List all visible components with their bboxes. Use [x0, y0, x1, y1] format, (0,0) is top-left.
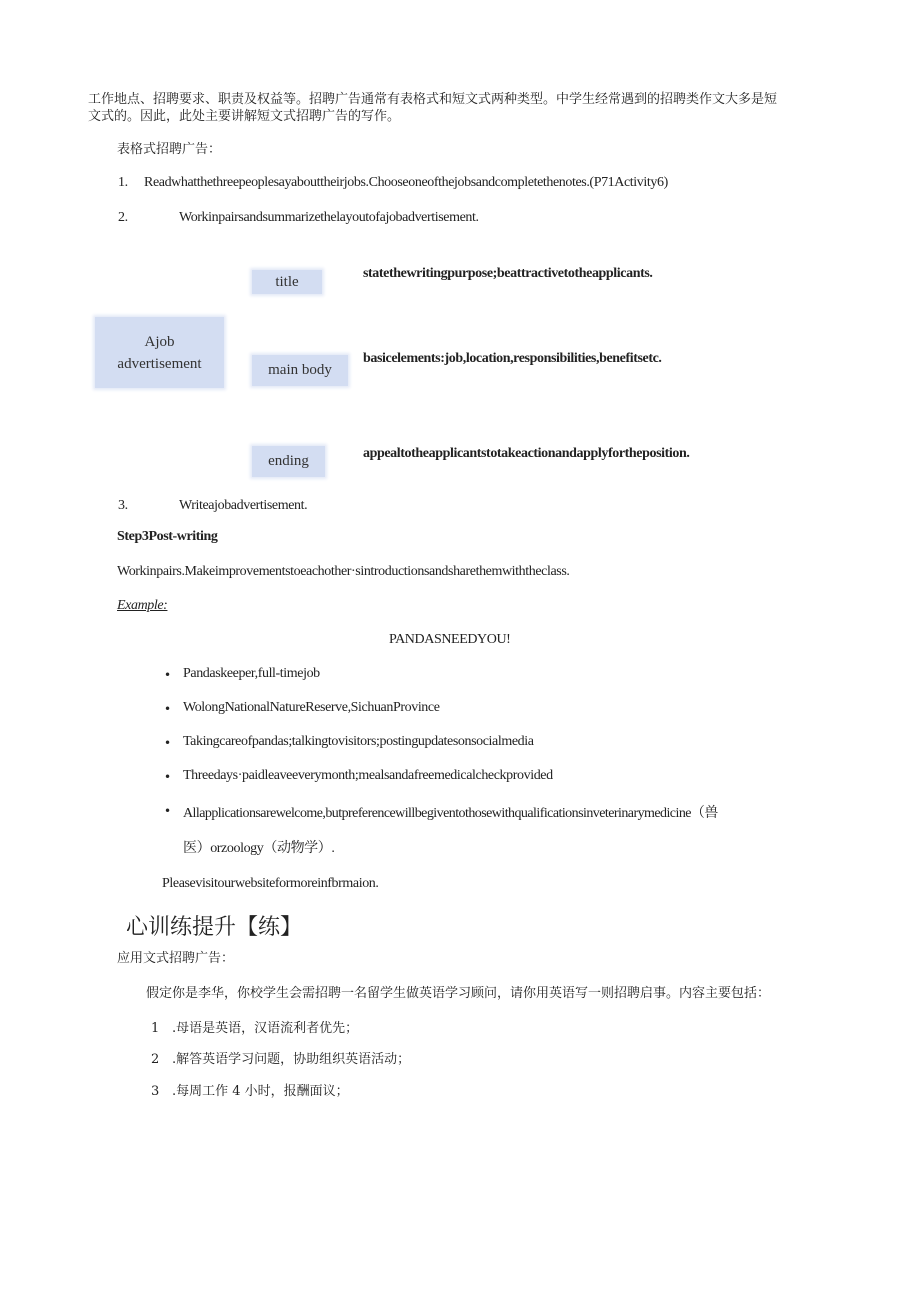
bullet-dot: •: [164, 770, 172, 784]
practice-prompt: 假定你是李华，你校学生会需招聘一名留学生做英语学习顾问，请你用英语写一则招聘启事。内容主要包括：: [146, 986, 771, 1001]
practice-label: 应用文式招聘广告：: [117, 951, 235, 966]
bullet-dot: •: [164, 736, 172, 750]
practice-item-3-number: 3: [151, 1084, 160, 1099]
practice-item-3-text: .每周工作 4 小时，报酬面议；: [172, 1084, 349, 1099]
example-bullet-5: Allapplicationsarewelcome,butpreferencewillbegiventothosewithqualificationsinveterinarymedicine（兽: [183, 806, 718, 821]
post-writing-heading: Step3Post-writing: [117, 529, 218, 544]
intro-line-1: 工作地点、招聘要求、职责及权益等。招聘广告通常有表格式和短文式两种类型。中学生经常遇到的招聘类作文大多是短: [88, 92, 778, 107]
diagram-body-description: basicelements:job,location,responsibilities,benefitsetc.: [363, 351, 662, 366]
example-bullet-5-continued: 医）orzoology（动物学）.: [183, 841, 335, 856]
diagram-title-label: title: [275, 273, 299, 290]
example-bullet-2: WolongNationalNatureReserve,SichuanProvince: [183, 700, 440, 715]
diagram-body-box: [252, 355, 348, 386]
diagram-title-description: statethewritingpurpose;beattractivetotheapplicants.: [363, 266, 653, 281]
diagram-ending-box: [252, 446, 325, 477]
step-1-text: Readwhatthethreepeoplesayabouttheirjobs.Chooseoneofthejobsandcompletethenotes.(P71Activity6): [144, 175, 668, 190]
intro-line-2: 文式的。因此，此处主要讲解短文式招聘广告的写作。: [88, 109, 401, 124]
table-style-label: 表格式招聘广告：: [117, 142, 222, 157]
step-3-number: 3.: [118, 498, 128, 513]
practice-item-2-text: .解答英语学习问题，协助组织英语活动；: [172, 1052, 411, 1067]
practice-item-1-number: 1: [151, 1021, 160, 1036]
step-1-number: 1.: [118, 175, 128, 190]
example-title: PANDASNEEDYOU!: [389, 632, 511, 647]
diagram-body-label: main body: [268, 362, 332, 378]
diagram-ending-description: appealtotheapplicantstotakeactionandapplyfortheposition.: [363, 446, 690, 461]
bullet-dot: •: [164, 702, 172, 716]
example-bullet-3: Takingcareofpandas;talkingtovisitors;postingupdatesonsocialmedia: [183, 734, 534, 749]
bullet-dot: •: [164, 804, 172, 818]
practice-heading: 心训练提升【练】: [126, 915, 303, 940]
diagram-root-label: Ajob advertisement: [117, 333, 202, 372]
example-bullet-1: Pandaskeeper,full-timejob: [183, 666, 320, 681]
step-2-number: 2.: [118, 210, 128, 225]
example-closing: Pleasevisitourwebsiteformoreinfbrmaion.: [162, 876, 379, 891]
post-writing-instruction: Workinpairs.Makeimprovementstoeachother·sintroductionsandsharethemwiththeclass.: [117, 564, 570, 579]
practice-item-2-number: 2: [151, 1052, 160, 1067]
diagram-ending-label: ending: [268, 453, 309, 469]
diagram-title-box: [252, 270, 322, 294]
example-bullet-4: Threedays·paidleaveeverymonth;mealsandafreemedicalcheckprovided: [183, 768, 553, 783]
bullet-dot: •: [164, 668, 172, 682]
practice-item-1-text: .母语是英语，汉语流利者优先；: [172, 1021, 359, 1036]
step-2-text: Workinpairsandsummarizethelayoutofajobadvertisement.: [179, 210, 479, 225]
example-label: Example:: [117, 598, 168, 613]
diagram-root-box: [95, 317, 224, 388]
step-3-text: Writeajobadvertisement.: [179, 498, 308, 513]
